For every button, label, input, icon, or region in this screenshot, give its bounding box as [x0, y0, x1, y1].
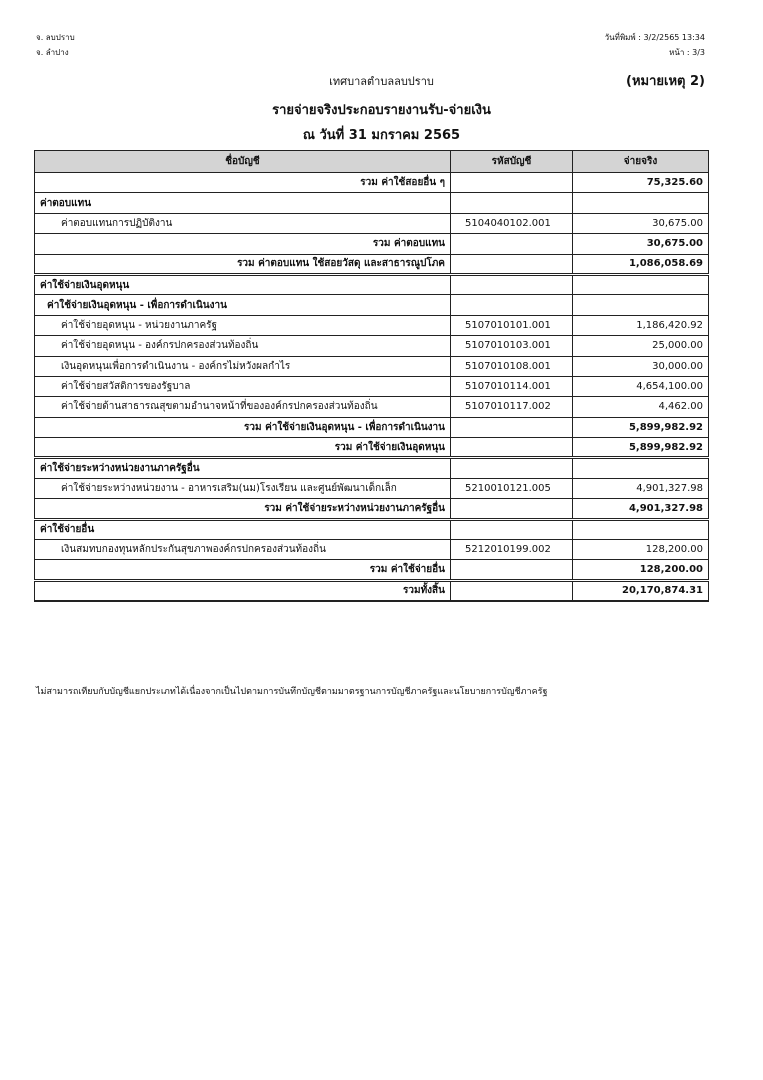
table-row — [35, 315, 709, 335]
account-code-cell — [451, 580, 573, 600]
expense-table — [34, 150, 709, 602]
table-row — [35, 417, 709, 437]
amount-cell: 4,901,327.98 — [573, 499, 709, 519]
account-code-cell — [451, 193, 573, 213]
account-code-cell — [451, 274, 573, 294]
account-name-cell: รวม ค่าใช้สอยอื่น ๆ — [35, 173, 451, 193]
amount-cell — [573, 519, 709, 539]
amount-cell: 30,000.00 — [573, 356, 709, 376]
amount-cell — [573, 295, 709, 315]
header-left-line2: จ. ลำปาง — [36, 48, 69, 57]
amount-cell: 128,200.00 — [573, 540, 709, 560]
account-code-cell — [451, 458, 573, 478]
table-row — [35, 193, 709, 213]
account-name-cell: รวมทั้งสิ้น — [35, 580, 451, 600]
report-title: รายจ่ายจริงประกอบรายงานรับ-จ่ายเงิน — [272, 103, 491, 118]
account-name-cell: ค่าใช้จ่ายอุดหนุน - องค์กรปกครองส่วนท้องถิ่น — [35, 336, 451, 356]
table-row — [35, 376, 709, 396]
amount-cell: 5,899,982.92 — [573, 438, 709, 458]
print-date: วันที่พิมพ์ : 3/2/2565 13:34 — [604, 33, 705, 42]
account-name-cell: ค่าใช้จ่ายเงินอุดหนุน - เพื่อการดำเนินงาน — [35, 295, 451, 315]
account-name-cell: ค่าตอบแทนการปฏิบัติงาน — [35, 213, 451, 233]
account-code-cell — [451, 499, 573, 519]
table-row — [35, 458, 709, 478]
column-header-account-name: ชื่อบัญชี — [35, 151, 451, 173]
amount-cell: 30,675.00 — [573, 234, 709, 254]
amount-cell: 30,675.00 — [573, 213, 709, 233]
column-header-actual-paid: จ่ายจริง — [573, 151, 709, 173]
account-name-cell: รวม ค่าใช้จ่ายอื่น — [35, 560, 451, 580]
table-row — [35, 254, 709, 274]
amount-cell: 1,086,058.69 — [573, 254, 709, 274]
account-code-cell: 5107010114.001 — [451, 376, 573, 396]
account-code-cell: 5107010103.001 — [451, 336, 573, 356]
table-row — [35, 560, 709, 580]
table-row — [35, 580, 709, 600]
amount-cell — [573, 458, 709, 478]
table-row — [35, 274, 709, 294]
table-row — [35, 397, 709, 417]
account-name-cell: รวม ค่าใช้จ่ายเงินอุดหนุน - เพื่อการดำเนินงาน — [35, 417, 451, 437]
account-name-cell: รวม ค่าใช้จ่ายเงินอุดหนุน — [35, 438, 451, 458]
table-row — [35, 499, 709, 519]
amount-cell: 1,186,420.92 — [573, 315, 709, 335]
account-name-cell: รวม ค่าใช้จ่ายระหว่างหน่วยงานภาครัฐอื่น — [35, 499, 451, 519]
account-code-cell — [451, 417, 573, 437]
account-code-cell — [451, 234, 573, 254]
document-header-left — [36, 30, 75, 60]
account-code-cell: 5212010199.002 — [451, 540, 573, 560]
table-row — [35, 478, 709, 498]
amount-cell: 25,000.00 — [573, 336, 709, 356]
header-left-line1: จ. ลบปราบ — [36, 33, 75, 42]
account-name-cell: รวม ค่าตอบแทน ใช้สอยวัสดุ และสาธารณูปโภค — [35, 254, 451, 274]
page-number: หน้า : 3/3 — [669, 48, 705, 57]
account-code-cell — [451, 173, 573, 193]
account-name-cell: เงินสมทบกองทุนหลักประกันสุขภาพองค์กรปกครองส่วนท้องถิ่น — [35, 540, 451, 560]
table-row — [35, 438, 709, 458]
account-name-cell: เงินอุดหนุนเพื่อการดำเนินงาน - องค์กรไม่หวังผลกำไร — [35, 356, 451, 376]
amount-cell: 20,170,874.31 — [573, 580, 709, 600]
table-row — [35, 540, 709, 560]
account-code-cell: 5104040102.001 — [451, 213, 573, 233]
table-row — [35, 295, 709, 315]
account-name-cell: ค่าใช้จ่ายด้านสาธารณสุขตามอำนาจหน้าที่ขององค์กรปกครองส่วนท้องถิ่น — [35, 397, 451, 417]
account-name-cell: ค่าใช้จ่ายระหว่างหน่วยงาน - อาหารเสริม(นม)โรงเรียน และศูนย์พัฒนาเด็กเล็ก — [35, 478, 451, 498]
report-date: ณ วันที่ 31 มกราคม 2565 — [302, 128, 461, 143]
table-row — [35, 213, 709, 233]
amount-cell: 4,462.00 — [573, 397, 709, 417]
account-code-cell — [451, 438, 573, 458]
account-name-cell: รวม ค่าตอบแทน — [35, 234, 451, 254]
amount-cell — [573, 193, 709, 213]
account-name-cell: ค่าใช้จ่ายสวัสดิการของรัฐบาล — [35, 376, 451, 396]
account-name-cell: ค่าตอบแทน — [35, 193, 451, 213]
table-row — [35, 356, 709, 376]
amount-cell — [573, 274, 709, 294]
table-body — [35, 173, 709, 601]
account-code-cell — [451, 295, 573, 315]
column-header-account-code: รหัสบัญชี — [451, 151, 573, 173]
table-row — [35, 234, 709, 254]
table-header-row — [35, 151, 709, 173]
document-header-right — [605, 30, 705, 60]
amount-cell: 4,654,100.00 — [573, 376, 709, 396]
table-row — [35, 336, 709, 356]
amount-cell: 5,899,982.92 — [573, 417, 709, 437]
account-code-cell: 5210010121.005 — [451, 478, 573, 498]
account-code-cell — [451, 560, 573, 580]
footer-note: ไม่สามารถเทียบกับบัญชีแยกประเภทได้เนื่องจากเป็นไปตามการบันทึกบัญชีตามมาตรฐานการบัญชีภาครัฐและนโยบายการบัญชีภาครัฐ — [36, 687, 548, 697]
amount-cell: 75,325.60 — [573, 173, 709, 193]
amount-cell: 4,901,327.98 — [573, 478, 709, 498]
table-row — [35, 173, 709, 193]
amount-cell: 128,200.00 — [573, 560, 709, 580]
account-name-cell: ค่าใช้จ่ายอื่น — [35, 519, 451, 539]
account-name-cell: ค่าใช้จ่ายอุดหนุน - หน่วยงานภาครัฐ — [35, 315, 451, 335]
account-name-cell: ค่าใช้จ่ายระหว่างหน่วยงานภาครัฐอื่น — [35, 458, 451, 478]
account-code-cell: 5107010117.002 — [451, 397, 573, 417]
organization-name: เทศบาลตำบลลบปราบ — [329, 75, 434, 88]
account-code-cell: 5107010101.001 — [451, 315, 573, 335]
account-code-cell — [451, 254, 573, 274]
table-row — [35, 519, 709, 539]
account-code-cell — [451, 519, 573, 539]
account-code-cell: 5107010108.001 — [451, 356, 573, 376]
note-label: (หมายเหตุ 2) — [626, 74, 705, 89]
account-name-cell: ค่าใช้จ่ายเงินอุดหนุน — [35, 274, 451, 294]
